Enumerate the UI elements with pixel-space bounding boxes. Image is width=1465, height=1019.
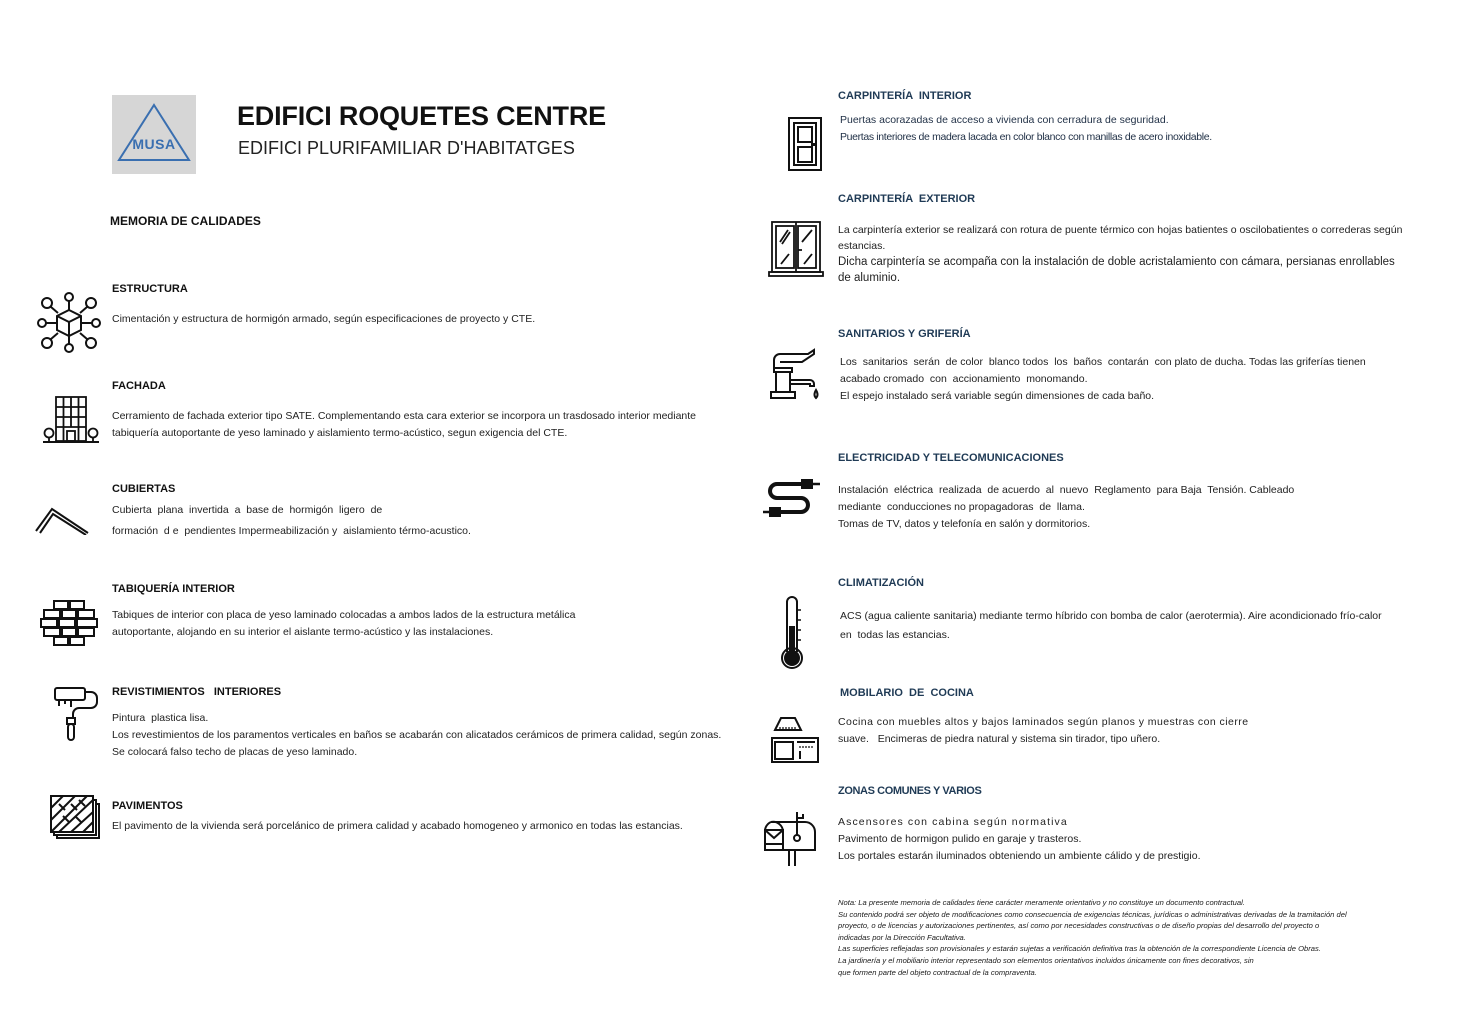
text-line: ACS (agua caliente sanitaria) mediante termo híbrido con bomba de calor (aerotermia). Aire acondicionado frío-calor — [840, 610, 1382, 622]
section-title-tabiqueria: TABIQUERÍA INTERIOR — [112, 583, 235, 595]
section-title-cocina: MOBILARIO DE COCINA — [840, 687, 974, 699]
text-line: suave. Encimeras de piedra natural y sistema sin tirador, tipo uñero. — [838, 733, 1161, 745]
section-text-sanitarios — [840, 354, 1366, 405]
section-text-carpinteria-interior — [840, 112, 1212, 146]
text-line: Ascensores con cabina según normativa — [838, 816, 1068, 828]
note-line: Su contenido podrá ser objeto de modificaciones como consecuencia de exigencias técnicas, jurídicas o administrativas derivadas de la tramitación del — [838, 909, 1347, 919]
text-line: de aluminio. — [838, 272, 901, 284]
text-line: Se colocará falso techo de placas de yeso laminado. — [112, 746, 358, 758]
text-line: Puertas interiores de madera lacada en color blanco con manillas de acero inoxidable. — [840, 131, 1212, 143]
building-facade-icon — [43, 395, 99, 443]
section-text-estructura — [112, 311, 535, 328]
section-text-tabiqueria — [112, 607, 575, 641]
text-line: Los portales estarán iluminados obteniendo un ambiente cálido y de prestigio. — [838, 850, 1201, 862]
section-text-electricidad — [838, 482, 1294, 533]
page-subtitle: EDIFICI PLURIFAMILIAR D'HABITATGES — [238, 138, 575, 158]
musa-logo — [112, 95, 196, 174]
logo-text: MUSA — [132, 136, 176, 152]
text-line: Cimentación y estructura de hormigón armado, según especificaciones de proyecto y CTE. — [112, 313, 536, 325]
text-line: La carpintería exterior se realizará con rotura de puente térmico con hojas batientes o oscilobatientes o correderas según — [838, 224, 1403, 236]
section-title-sanitarios: SANITARIOS Y GRIFERÍA — [838, 328, 971, 340]
text-line: acabado cromado con accionamiento monomando. — [840, 373, 1088, 385]
text-line: Los sanitarios serán de color blanco todos los baños contarán con plato de ducha. Todas las griferías tienen — [840, 356, 1366, 368]
section-text-climatizacion — [840, 607, 1382, 645]
text-line: Instalación eléctrica realizada de acuerdo al nuevo Reglamento para Baja Tensión. Cableado — [838, 484, 1295, 496]
section-title-electricidad: ELECTRICIDAD Y TELECOMUNICACIONES — [838, 452, 1064, 464]
cable-plug-icon — [763, 476, 821, 518]
note-line: proyecto, o de licencias y autorizaciones pertinentes, así como por necesidades constructivas o de diseño propias del desarrollo del proyecto o — [838, 921, 1320, 931]
door-icon — [787, 116, 823, 172]
musa-logo-triangle — [112, 95, 196, 174]
text-line: estancias. — [838, 240, 886, 252]
faucet-icon — [768, 348, 824, 400]
text-line: Pintura plastica lisa. — [112, 712, 209, 724]
text-line: Puertas acorazadas de acceso a vivienda con cerradura de seguridad. — [840, 114, 1169, 126]
text-line: formación d e pendientes Impermeabilización y aislamiento térmo-acustico. — [112, 525, 471, 537]
note-line: Las superficies reflejadas son provisionales y estarán sujetas a verificación definitiva tras la obtención de la correspondiente Licencia de Obras. — [838, 944, 1321, 954]
thermometer-icon — [779, 596, 805, 670]
text-line: mediante conducciones no propagadoras de llama. — [838, 501, 1085, 513]
memoria-title: MEMORIA DE CALIDADES — [110, 214, 261, 228]
mailbox-icon — [763, 810, 821, 866]
section-title-fachada: FACHADA — [112, 380, 166, 392]
structure-network-icon — [37, 292, 101, 354]
section-text-zonas-comunes — [838, 814, 1200, 865]
text-line: Dicha carpintería se acompaña con la instalación de doble acristalamiento con cámara, persianas enrollables — [838, 256, 1395, 268]
text-line: Cubierta plana invertida a base de hormigón ligero de — [112, 504, 383, 516]
text-line: Cocina con muebles altos y bajos laminados según planos y muestras con cierre — [838, 716, 1249, 728]
note-line: Nota: La presente memoria de calidades tiene carácter meramente orientativo y no constituye un documento contractual. — [838, 898, 1245, 907]
roof-icon — [34, 503, 90, 535]
disclaimer-note — [838, 897, 1347, 978]
text-line: Los revestimientos de los paramentos verticales en baños se acabarán con alicatados cerámicos de primera calidad, según zonas. — [112, 729, 722, 741]
note-line: La jardinería y el mobiliario interior representado son elementos orientativos incluidos únicamente con fines decorativos, sin — [838, 955, 1254, 965]
text-line: El pavimento de la vivienda será porcelánico de primera calidad y acabado homogeneo y armonico en todas las estancias. — [112, 820, 683, 832]
section-title-revestimientos: REVISTIMIENTOS INTERIORES — [112, 686, 282, 698]
section-title-pavimentos: PAVIMENTOS — [112, 800, 183, 812]
kitchen-icon — [771, 714, 819, 764]
brick-wall-icon — [40, 600, 98, 646]
section-title-climatizacion: CLIMATIZACIÓN — [838, 577, 924, 589]
text-line: Tomas de TV, datos y telefonía en salón y dormitorios. — [838, 518, 1091, 530]
text-line: tabiquería autoportante de yeso laminado y aislamiento termo-acústico, segun exigencia del CTE. — [112, 427, 568, 439]
floor-tiles-icon — [49, 794, 103, 840]
page-title: EDIFICI ROQUETES CENTRE — [237, 101, 606, 131]
section-text-revestimientos — [112, 710, 721, 761]
section-title-carpinteria-exterior: CARPINTERÍA EXTERIOR — [838, 193, 976, 205]
section-text-fachada — [112, 408, 696, 442]
window-icon — [768, 220, 824, 278]
section-title-estructura: ESTRUCTURA — [112, 283, 188, 295]
text-line: Cerramiento de fachada exterior tipo SATE. Complementando esta cara exterior se incorpora un trasdosado interior mediante — [112, 410, 697, 422]
text-line: autoportante, alojando en su interior el aislante termo-acústico y las instalaciones. — [112, 626, 494, 638]
text-line: El espejo instalado será variable según dimensiones de cada baño. — [840, 390, 1155, 402]
section-text-pavimentos — [112, 818, 683, 835]
section-text-carpinteria-exterior — [838, 222, 1402, 286]
section-title-carpinteria-interior: CARPINTERÍA INTERIOR — [838, 90, 972, 102]
section-text-cubiertas — [112, 500, 471, 542]
section-title-zonas-comunes: ZONAS COMUNES Y VARIOS — [838, 785, 982, 797]
section-title-cubiertas: CUBIERTAS — [112, 483, 176, 495]
text-line: en todas las estancias. — [840, 629, 950, 641]
section-text-cocina — [838, 714, 1249, 748]
text-line: Pavimento de hormigon pulido en garaje y trasteros. — [838, 833, 1082, 845]
note-line: que formen parte del objeto contractual de la compraventa. — [838, 967, 1037, 977]
paint-roller-icon — [51, 686, 101, 742]
note-line: indicadas por la Dirección Facultativa. — [838, 932, 966, 942]
text-line: Tabiques de interior con placa de yeso laminado colocadas a ambos lados de la estructura metálica — [112, 609, 576, 621]
